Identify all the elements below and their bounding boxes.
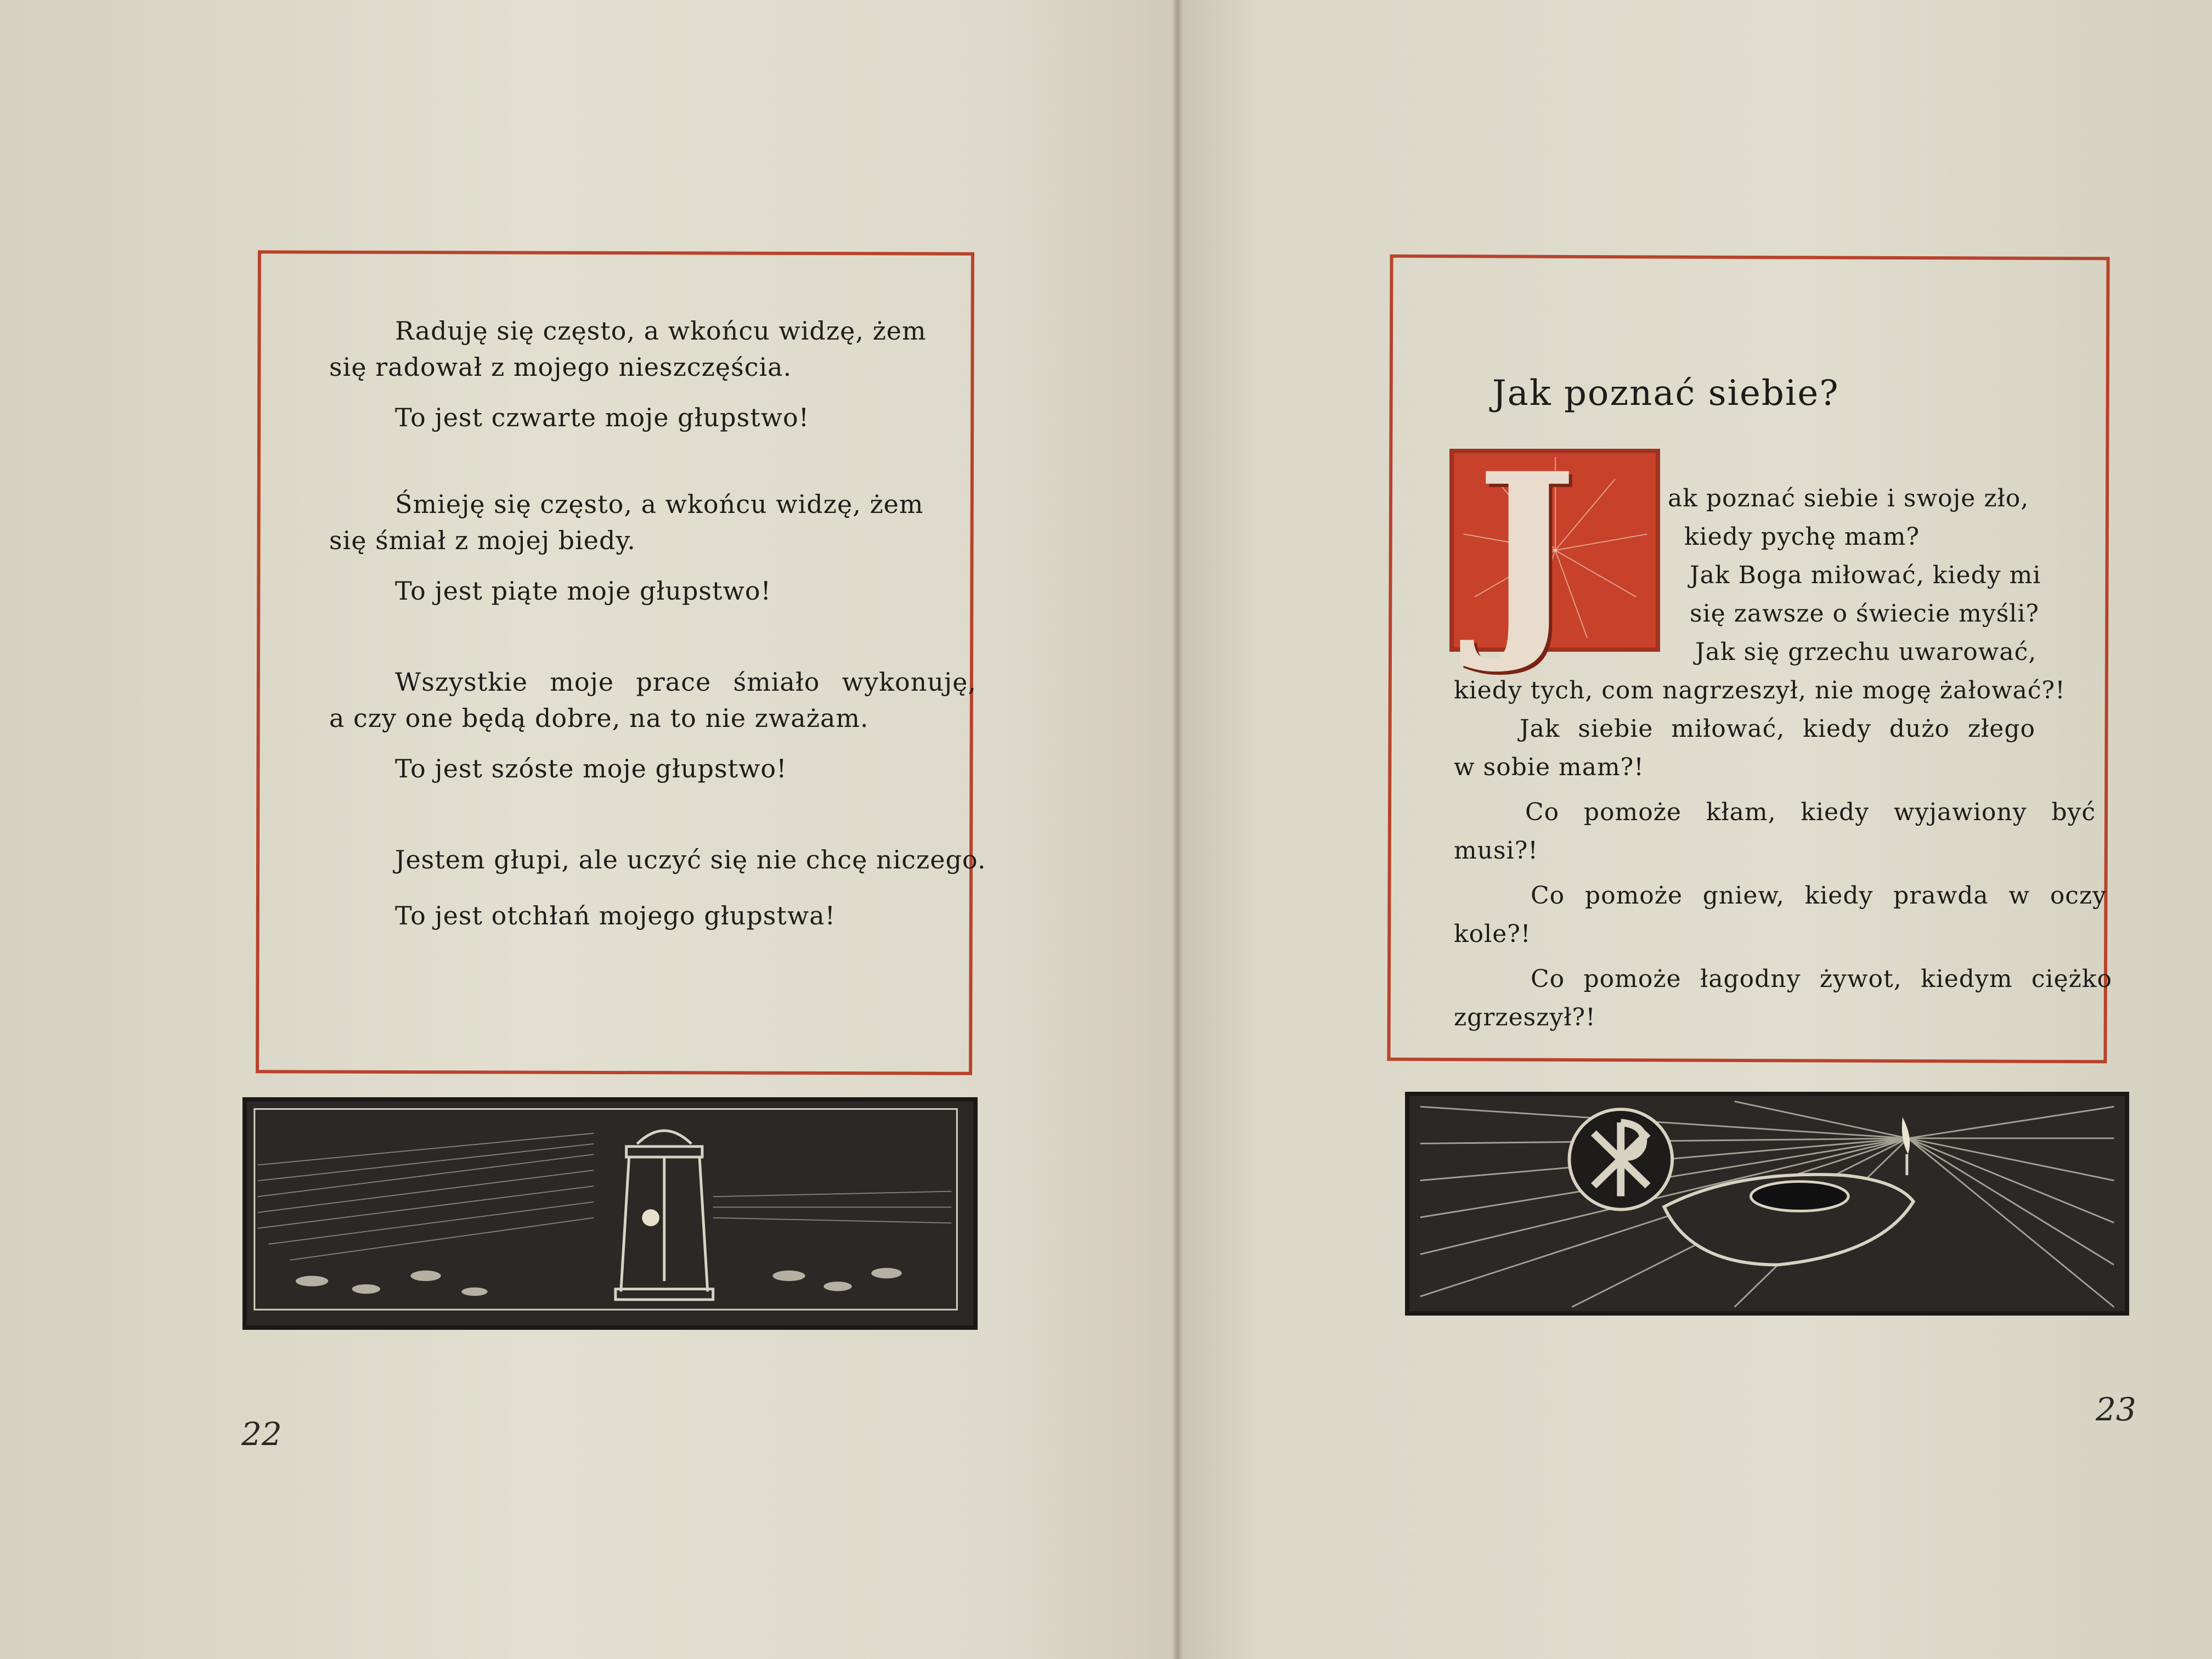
poem-line: się śmiał z mojej biedy. <box>329 526 636 555</box>
stanza-1 <box>329 313 927 436</box>
poem-line: Jestem głupi, ale uczyć się nie chcę niczego. <box>395 845 986 874</box>
stanza-4 <box>329 842 986 934</box>
lantern-woodcut-illustration <box>242 1097 978 1330</box>
poem-line: Wszystkie moje prace śmiało wykonuję, <box>395 667 977 697</box>
right-poem <box>1454 479 2112 1037</box>
refrain-line: To jest szóste moje głupstwo! <box>395 754 787 783</box>
poem-line: Co pomoże gniew, kiedy prawda w oczy <box>1531 882 2107 910</box>
stanza-3 <box>329 664 977 787</box>
poem-line: kole?! <box>1454 920 1531 948</box>
page-number-left: 22 <box>241 1415 282 1453</box>
poem-line: się radował z mojego nieszczęścia. <box>329 352 792 382</box>
poem-line: Raduję się często, a wkońcu widzę, żem <box>395 316 927 346</box>
refrain-line: To jest piąte moje głupstwo! <box>395 576 772 606</box>
poem-line: musi?! <box>1454 837 1538 865</box>
page-number-right: 23 <box>2096 1391 2136 1428</box>
refrain-line: To jest otchłań mojego głupstwa! <box>395 901 836 930</box>
stanza-2 <box>329 486 924 609</box>
page-title: Jak poznać siebie? <box>1492 373 1839 414</box>
refrain-line: To jest czwarte moje głupstwo! <box>395 403 810 432</box>
poem-line: Jak Boga miłować, kiedy mi <box>1690 561 2041 589</box>
poem-line: się zawsze o świecie myśli? <box>1690 600 2040 628</box>
poem-line: w sobie mam?! <box>1454 753 1644 781</box>
poem-line: ak poznać siebie i swoje zło, <box>1668 484 2029 512</box>
poem-line: Jak się grzechu uwarować, <box>1695 638 2037 666</box>
poem-line: Co pomoże łagodny żywot, kiedym ciężko <box>1531 965 2112 993</box>
poem-line: Śmieję się często, a wkońcu widzę, żem <box>395 489 924 519</box>
poem-line: kiedy tych, com nagrzeszył, nie mogę żałować?! <box>1454 676 2066 704</box>
initial-letter: J <box>1476 426 1577 678</box>
poem-line: a czy one będą dobre, na to nie zważam. <box>329 703 869 733</box>
poem-line: Jak siebie miłować, kiedy dużo złego <box>1520 715 2035 743</box>
book-gutter <box>1172 0 1183 1659</box>
lantern-woodcut-image <box>247 1102 973 1325</box>
poem-line: Co pomoże kłam, kiedy wyjawiony być <box>1525 798 2096 826</box>
oil-lamp-woodcut-illustration <box>1405 1092 2129 1316</box>
poem-line: kiedy pychę mam? <box>1684 523 1920 551</box>
oil-lamp-woodcut-image <box>1409 1096 2125 1311</box>
poem-line: zgrzeszył?! <box>1454 1003 1596 1031</box>
